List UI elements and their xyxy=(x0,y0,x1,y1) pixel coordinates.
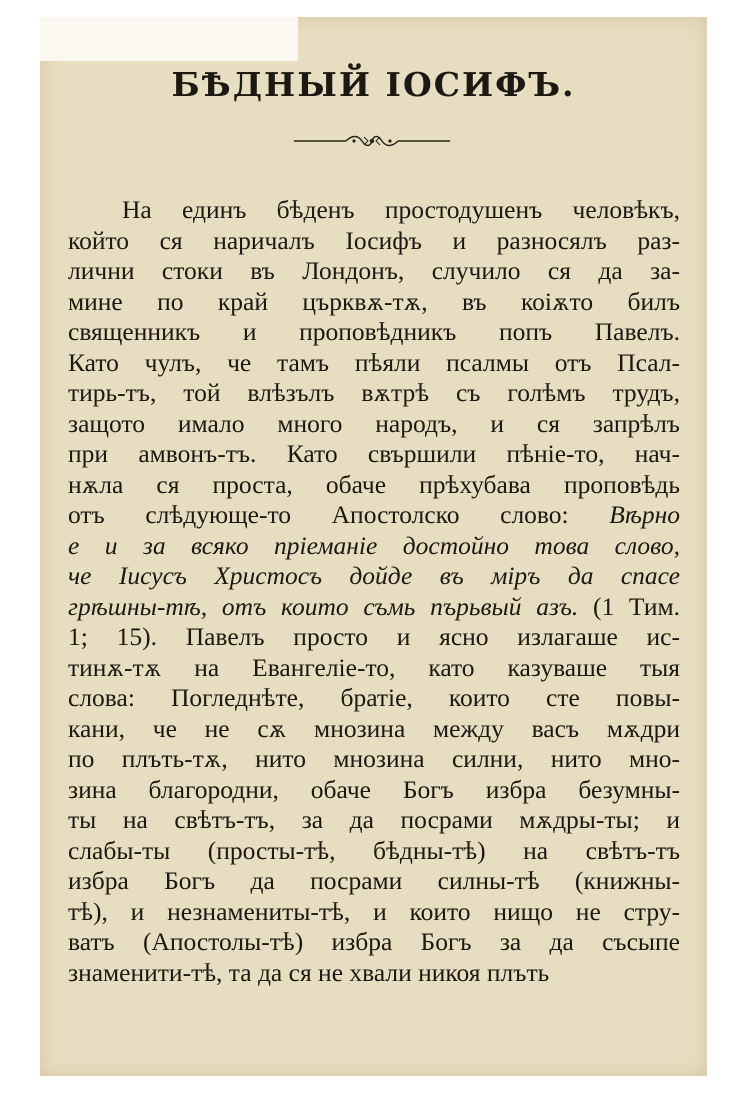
text-line xyxy=(68,561,680,592)
italic-quote-segment: грѣшны-тѣ, отъ които съмь пърьвый азъ. xyxy=(68,591,579,621)
text-line xyxy=(68,439,680,470)
text-line xyxy=(68,470,680,501)
text-segment: кани, че не сѫ мнозина между васъ мѫдри xyxy=(68,713,680,743)
text-line xyxy=(68,775,680,806)
text-segment: ватъ (Апостолы-тѣ) избра Богъ за да съсыпе xyxy=(68,927,680,956)
text-segment: зина благородни, обаче Богъ избра безумны- xyxy=(68,774,680,804)
text-segment: (1 Тим. xyxy=(578,591,681,621)
text-segment: священникъ и проповѣдникъ попъ Павелъ. xyxy=(68,317,680,346)
italic-quote-segment: Вѣрно xyxy=(609,500,680,529)
text-line xyxy=(68,653,680,684)
text-line xyxy=(68,317,680,348)
text-line xyxy=(68,500,680,531)
text-line xyxy=(68,592,680,623)
text-line xyxy=(68,409,680,440)
text-line xyxy=(68,226,680,257)
text-segment: избра Богъ да посрами силны-тѣ (книжны- xyxy=(68,866,680,895)
text-segment: който ся наричалъ Іосифъ и разносялъ раз- xyxy=(68,225,680,255)
text-line xyxy=(68,622,680,653)
text-segment: 1; 15). Павелъ просто и ясно излагаше ис- xyxy=(68,622,680,651)
text-segment: нѫла ся проста, обаче прѣхубава проповѣдь xyxy=(68,469,680,499)
text-segment: На единъ бѣденъ простодушенъ человѣкъ, xyxy=(122,195,680,224)
text-segment: тѣ), и незнамениты-тѣ, и които нищо не стру- xyxy=(68,896,680,926)
text-line xyxy=(68,531,680,562)
text-line xyxy=(68,836,680,867)
text-line xyxy=(68,897,680,928)
text-line xyxy=(68,195,680,226)
italic-quote-segment: е и за всяко пріеманіе достойно това слово, xyxy=(68,530,680,560)
text-segment: защото имало много народъ, и ся запрѣлъ xyxy=(68,408,680,438)
decorative-flourish-icon xyxy=(294,134,450,148)
text-line xyxy=(68,683,680,714)
text-line xyxy=(68,744,680,775)
text-line xyxy=(68,805,680,836)
text-line xyxy=(68,714,680,745)
text-line xyxy=(68,927,680,958)
text-segment: Като чулъ, че тамъ пѣяли псалмы отъ Псал- xyxy=(68,347,680,377)
text-line xyxy=(68,287,680,318)
text-segment: при амвонъ-тъ. Като свършили пѣніе-то, нач- xyxy=(68,439,680,468)
text-segment: отъ слѣдующе-то Апостолско слово: xyxy=(68,500,610,529)
text-line xyxy=(68,958,680,989)
text-line xyxy=(68,866,680,897)
scanned-page xyxy=(40,17,707,1076)
text-segment: ты на свѣтъ-тъ, за да посрами мѫдры-ты; и xyxy=(68,805,680,834)
page-title: БѢДНЫЙ ІОСИФЪ. xyxy=(171,65,576,104)
text-segment: тинѫ-тѫ на Евангеліе-то, като казуваше тыя xyxy=(68,652,680,682)
text-segment: лични стоки въ Лондонъ, случило ся да за- xyxy=(68,256,680,285)
text-line xyxy=(68,256,680,287)
body-text xyxy=(68,195,680,988)
text-line xyxy=(68,378,680,409)
italic-quote-segment: че Іисусъ Христосъ дойде въ міръ да спасе xyxy=(68,561,680,590)
text-segment: слова: Погледнѣте, братіе, които сте повы- xyxy=(68,683,680,712)
text-segment: слабы-ты (просты-тѣ, бѣдны-тѣ) на свѣтъ-тъ xyxy=(68,835,680,865)
text-line xyxy=(68,348,680,379)
text-segment: мине по край църквѫ-тѫ, въ коіѫто билъ xyxy=(68,286,680,316)
text-segment: по плъть-тѫ, нито мнозина силни, нито мно- xyxy=(68,744,680,773)
text-segment: знаменити-тѣ, та да ся не хвали никоя плъть xyxy=(68,957,550,987)
paper-corner-patch xyxy=(40,17,298,61)
text-segment: тирь-тъ, той влѣзълъ вѫтрѣ съ голѣмъ трудъ, xyxy=(68,378,680,407)
